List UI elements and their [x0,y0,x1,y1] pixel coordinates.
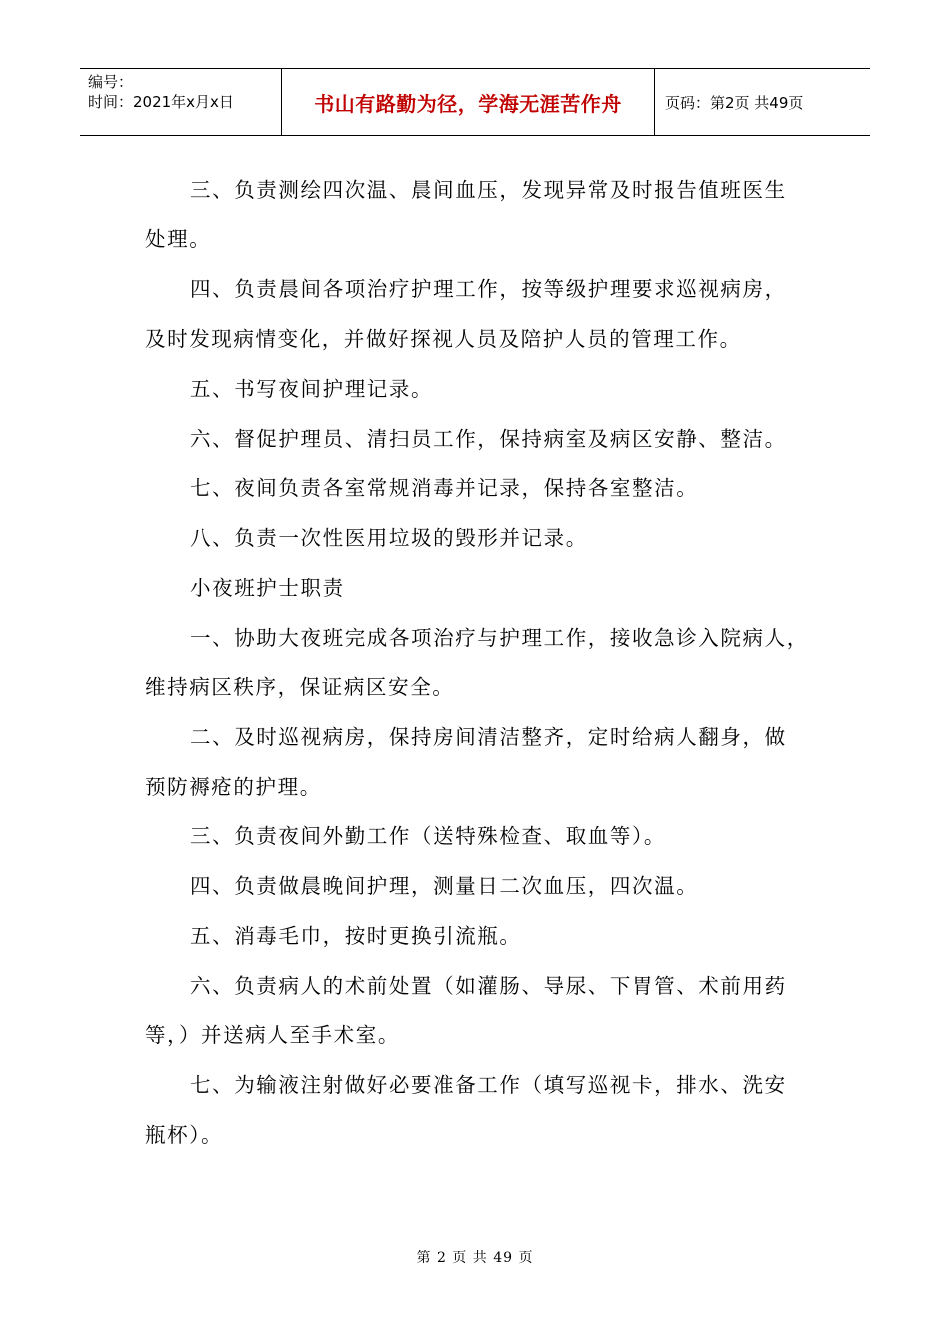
text-line: 四、负责晨间各项治疗护理工作，按等级护理要求巡视病房， [190,277,787,301]
section-heading: 小夜班护士职责 [190,576,345,600]
text-line: 瓶杯）。 [145,1123,224,1147]
text-line: 四、负责做晨晚间护理，测量日二次血压，四次温。 [190,874,699,898]
page-header [80,68,870,136]
text-line: 二、及时巡视病房，保持房间清洁整齐，定时给病人翻身，做 [190,725,787,749]
text-line: 维持病区秩序，保证病区安全。 [145,675,455,699]
document-time-label: 时间：2021年x月x日 [88,93,234,111]
text-line: 三、负责测绘四次温、晨间血压，发现异常及时报告值班医生 [190,178,787,202]
text-line: 八、负责一次性医用垃圾的毁形并记录。 [190,526,588,550]
text-line: 五、书写夜间护理记录。 [190,377,434,401]
text-line: 及时发现病情变化，并做好探视人员及陪护人员的管理工作。 [145,327,742,351]
header-meta-cell [80,69,282,135]
text-line: 六、督促护理员、清扫员工作，保持病室及病区安静、整洁。 [190,427,787,451]
text-line: 五、消毒毛巾，按时更换引流瓶。 [190,924,522,948]
page-footer: 第 2 页 共 49 页 [416,1250,534,1266]
text-line: 处理。 [145,227,212,251]
text-line: 七、夜间负责各室常规消毒并记录，保持各室整洁。 [190,476,699,500]
text-line: 一、协助大夜班完成各项治疗与护理工作，接收急诊入院病人， [190,626,809,650]
text-line: 七、为输液注射做好必要准备工作（填写巡视卡，排水、洗安 [190,1073,787,1097]
header-motto-cell [282,69,655,135]
header-motto: 书山有路勤为径，学海无涯苦作舟 [314,91,622,116]
text-line: 三、负责夜间外勤工作（送特殊检查、取血等）。 [190,824,666,848]
text-line: 等，）并送病人至手术室。 [145,1023,400,1047]
text-line: 预防褥疮的护理。 [145,775,322,799]
text-line: 六、负责病人的术前处置（如灌肠、导尿、下胃管、术前用药 [190,974,787,998]
header-page-info: 页码：第2页 共49页 [665,93,804,112]
document-number-label: 编号： [88,73,134,91]
header-page-cell [655,69,870,135]
